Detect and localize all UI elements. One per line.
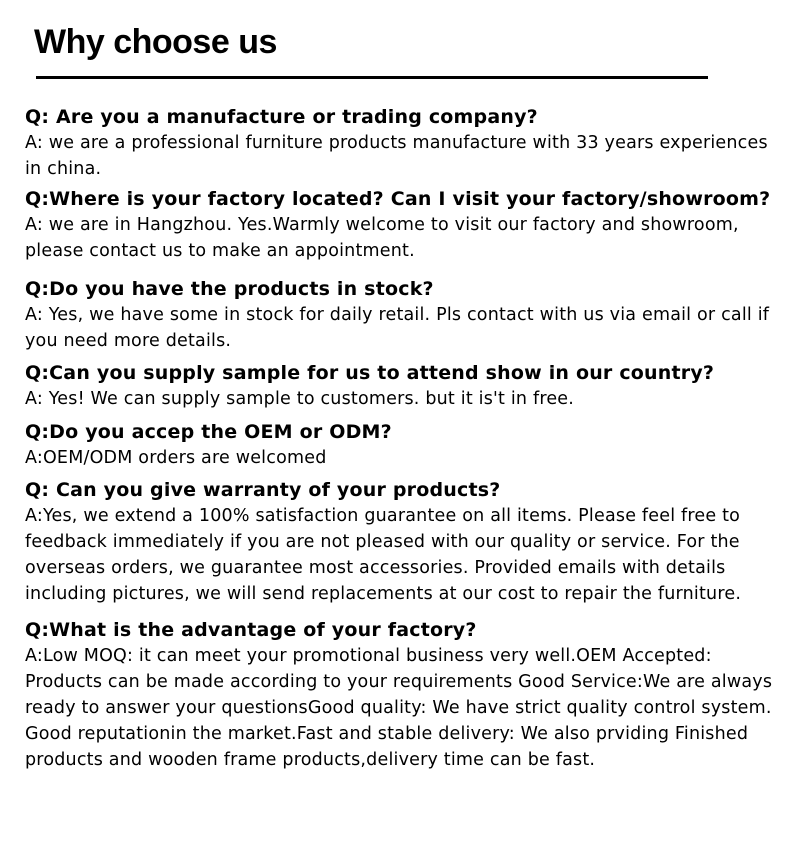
faq-answer: A: Yes! We can supply sample to customers. but it is't in free.: [25, 389, 575, 409]
faq-question: Q:Can you supply sample for us to attend show in our country?: [25, 362, 715, 384]
faq-item: [25, 477, 780, 607]
faq-list: [25, 104, 780, 773]
faq-item: [25, 360, 780, 412]
faq-item: [25, 419, 780, 471]
faq-question: Q: Are you a manufacture or trading company?: [25, 106, 538, 128]
page-title: Why choose us: [34, 23, 277, 61]
faq-item: [25, 276, 780, 354]
faq-answer: A:OEM/ODM orders are welcomed: [25, 448, 327, 468]
faq-answer: A: we are a professional furniture products manufacture with 33 years experiences in china.: [25, 133, 768, 179]
faq-question: Q:Do you accep the OEM or ODM?: [25, 421, 392, 443]
faq-question: Q:Do you have the products in stock?: [25, 278, 434, 300]
faq-item: [25, 617, 780, 773]
title-divider: [36, 76, 708, 79]
faq-answer: A:Yes, we extend a 100% satisfaction guarantee on all items. Please feel free to feedback immediately if you are not pleased with our quality or service. For the overseas orders, we guarantee most accessories. Provided emails with details including pictures, we will send replacements at our cost to repair the furniture.: [25, 506, 742, 604]
faq-answer: A: Yes, we have some in stock for daily retail. Pls contact with us via email or call if you need more details.: [25, 305, 770, 351]
faq-answer: A: we are in Hangzhou. Yes.Warmly welcome to visit our factory and showroom, please contact us to make an appointment.: [25, 215, 739, 261]
faq-item: [25, 186, 780, 264]
faq-answer: A:Low MOQ: it can meet your promotional business very well.OEM Accepted: Products can be made according to your requirements Good Service:We are always ready to answer your questionsGood quality: We have strict quality control system. Good reputationin the market.Fast and stable delivery: We also prviding Finished products and wooden frame products,delivery time can be fast.: [25, 646, 773, 770]
faq-question: Q:What is the advantage of your factory?: [25, 619, 477, 641]
faq-question: Q:Where is your factory located? Can I visit your factory/showroom?: [25, 188, 771, 210]
faq-question: Q: Can you give warranty of your products?: [25, 479, 501, 501]
faq-item: [25, 104, 780, 182]
